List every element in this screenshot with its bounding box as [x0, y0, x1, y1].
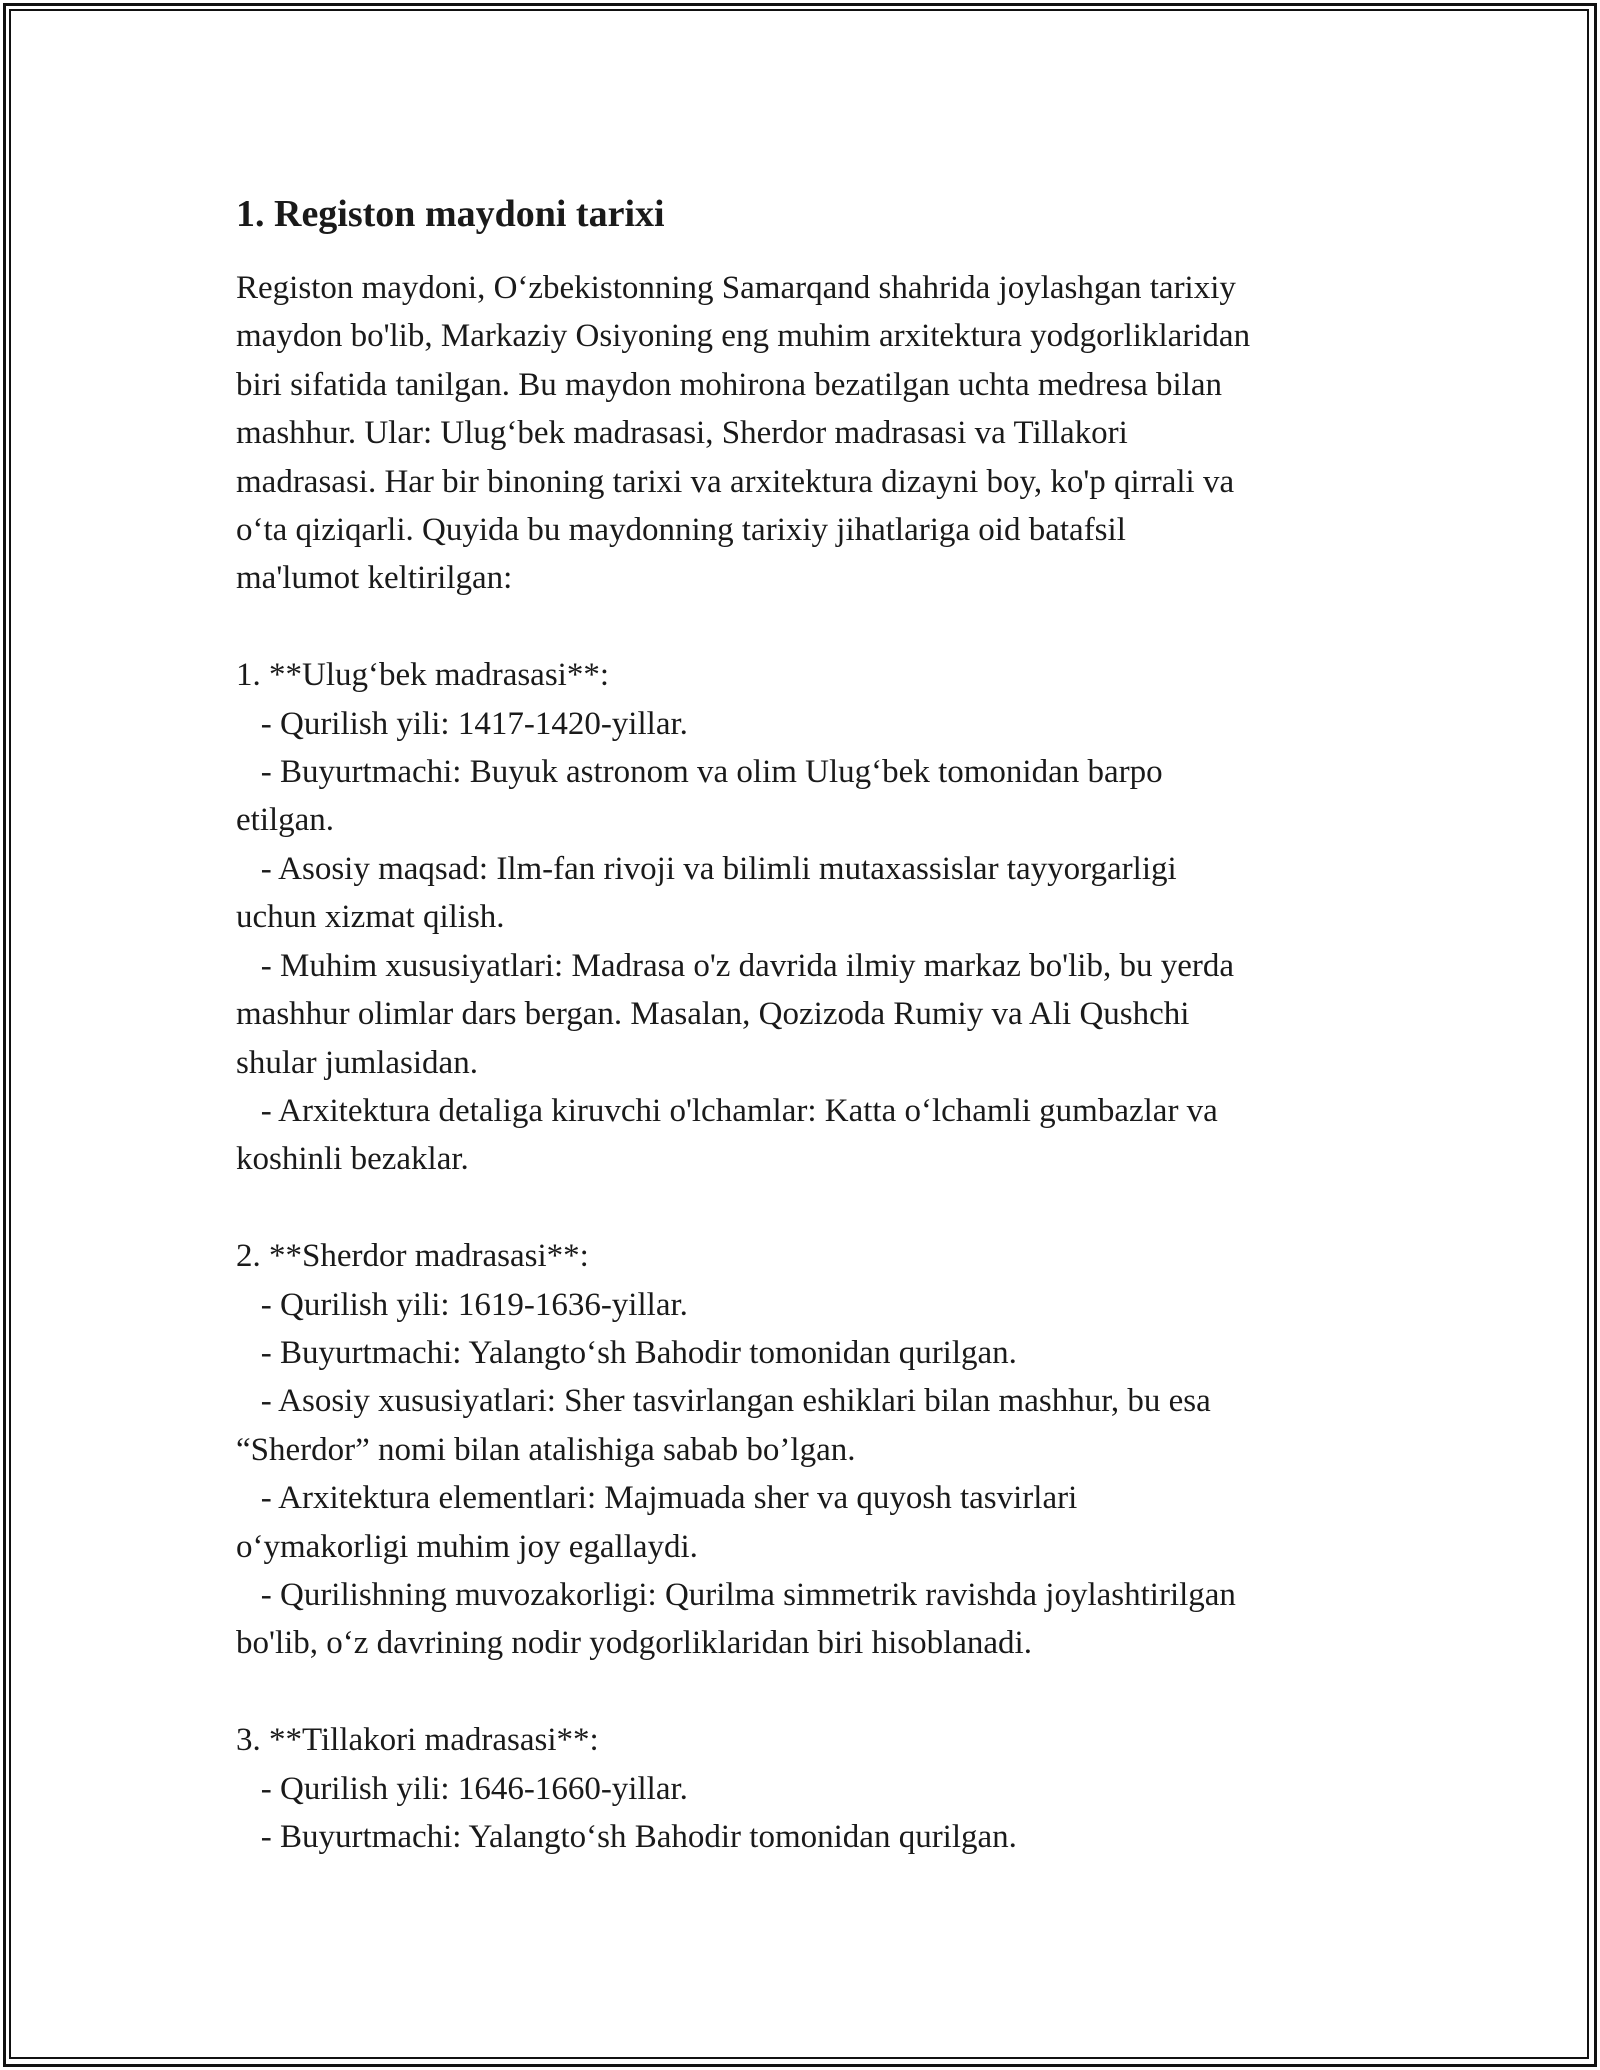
document-body: Registon maydoni, Oʻzbekistonning Samarqand shahrida joylashgan tarixiy maydon bo'lib, Markaziy Osiyoning eng muhim arxitektura yodgorliklaridan biri sifatida tanilgan. Bu maydon mohirona bezatilgan uchta medresa bilan mashhur. Ular: Ulugʻbek madrasasi, Sherdor madrasasi va Tillakori madrasasi. Har bir binoning tarixi va arxitektura dizayni boy, ko'p qirrali va oʻta qiziqarli. Quyida bu maydonning tarixiy jihatlariga oid batafsil ma'lumot keltirilgan: 1. **Ulugʻbek madrasasi**: - Qurilish yili: 1417-1420-yillar. - Buyurtmachi: Buyuk astronom va olim Ulugʻbek tomonidan barpo etilgan. - Asosiy maqsad: Ilm-fan rivoji va bilimli mutaxassislar tayyorgarligi uchun xizmat qilish. - Muhim xususiyatlari: Madrasa o'z davrida ilmiy markaz bo'lib, bu yerda mashhur olimlar dars bergan. Masalan, Qozizoda Rumiy va Ali Qushchi shular jumlasidan. - Arxitektura detaliga kiruvchi o'lchamlar: Katta oʻlchamli gumbazlar va koshinli bezaklar. 2. **Sherdor madrasasi**: - Qurilish yili: 1619-1636-yillar. - Buyurtmachi: Yalangtoʻsh Bahodir tomonidan qurilgan. - Asosiy xususiyatlari: Sher tasvirlangan eshiklari bilan mashhur, bu esa “Sherdor” nomi bilan atalishiga sabab bo’lgan. - Arxitektura elementlari: Majmuada sher va quyosh tasvirlari oʻymakorligi muhim joy egallaydi. - Qurilishning muvozakorligi: Qurilma simmetrik ravishda joylashtirilgan bo'lib, oʻz davrining nodir yodgorliklaridan biri hisoblanadi. 3. **Tillakori madrasasi**: - Qurilish yili: 1646-1660-yillar. - Buyurtmachi: Yalangtoʻsh Bahodir tomonidan qurilgan. [236, 270, 1251, 1855]
document-content [236, 190, 1376, 1861]
document-heading: 1. Registon maydoni tarixi [236, 193, 665, 235]
